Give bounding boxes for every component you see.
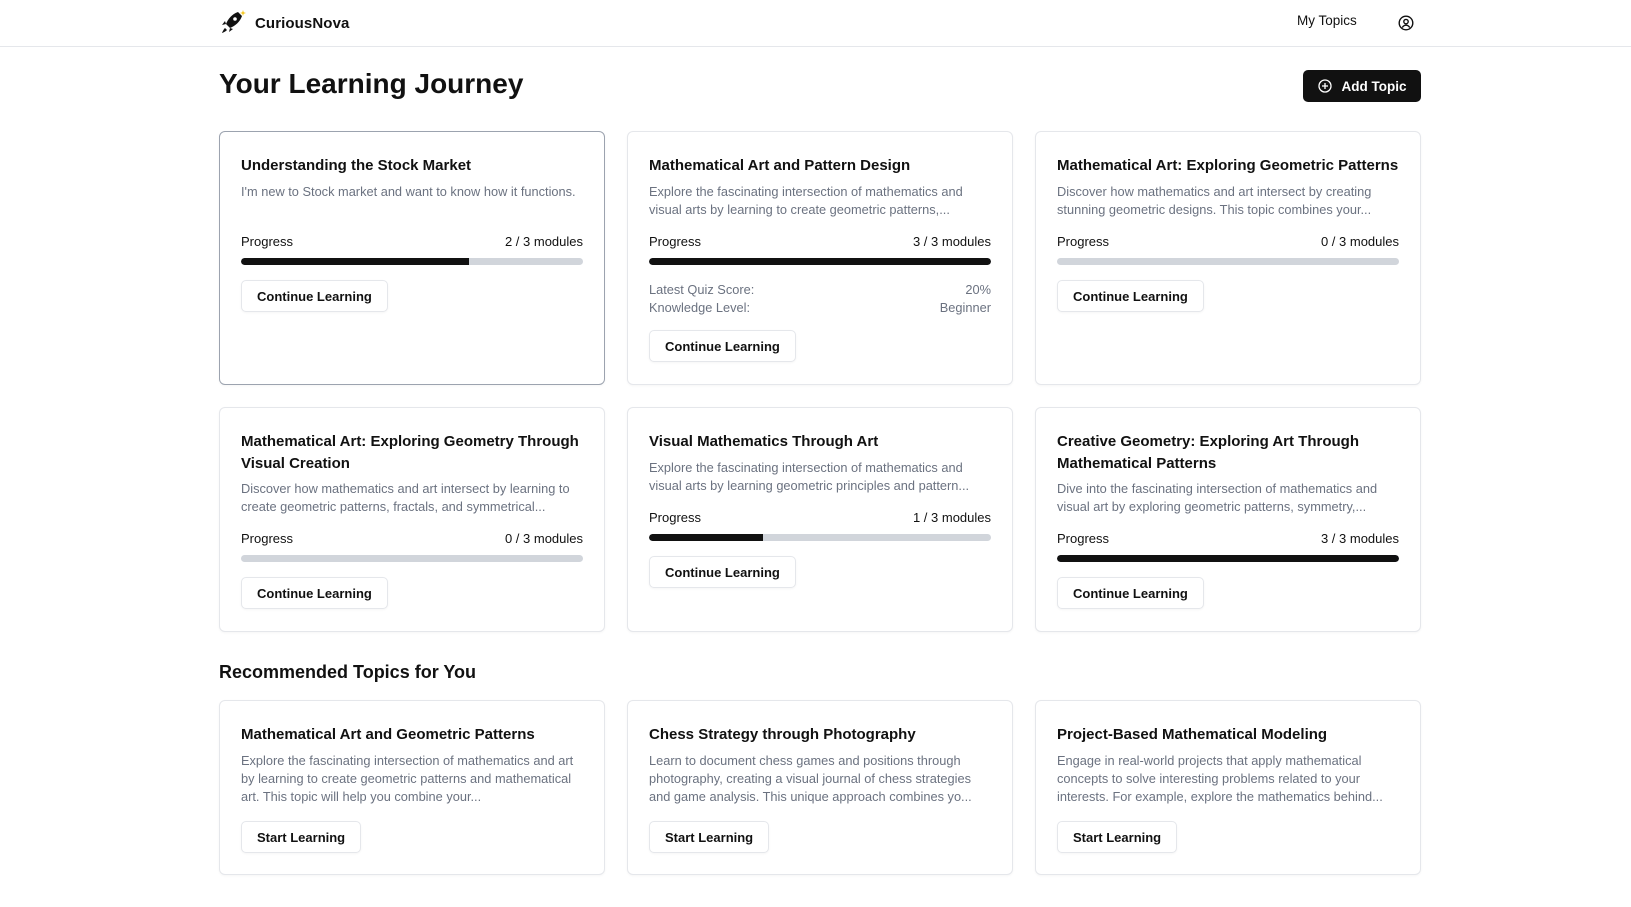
topic-title: Visual Mathematics Through Art <box>649 433 879 450</box>
recommended-description: Engage in real-world projects that apply mathematical concepts to solve interesting problems related to your interests. For example, explore the mathematics behind... <box>1057 753 1383 804</box>
app-name: CuriousNova <box>255 14 350 32</box>
recommended-title: Project-Based Mathematical Modeling <box>1057 726 1328 743</box>
start-learning-button[interactable]: Start Learning <box>649 821 769 853</box>
continue-learning-button[interactable]: Continue Learning <box>649 556 796 588</box>
progress-label: Progress <box>1057 234 1110 249</box>
topic-description: Discover how mathematics and art intersect by learning to create geometric patterns, fractals, and symmetrical... <box>241 481 570 514</box>
progress-bar <box>241 258 583 265</box>
progress-fill <box>1057 555 1399 562</box>
recommended-description: Explore the fascinating intersection of mathematics and art by learning to create geometric patterns and mathematical art. This topic will help you combine your... <box>241 753 574 804</box>
start-learning-button[interactable]: Start Learning <box>241 821 361 853</box>
topic-card[interactable] <box>627 131 1013 385</box>
progress-label: Progress <box>649 510 702 525</box>
progress-bar <box>1057 258 1399 265</box>
progress-count: 3 / 3 modules <box>912 234 991 249</box>
progress-fill <box>241 258 469 265</box>
progress-label: Progress <box>241 531 294 546</box>
progress-fill <box>649 258 991 265</box>
progress-count: 3 / 3 modules <box>1320 531 1399 546</box>
recommended-description: Learn to document chess games and positions through photography, creating a visual journal of chess strategies and game analysis. This unique approach combines yo... <box>649 753 972 804</box>
topic-card[interactable] <box>1035 407 1421 632</box>
topic-description: Explore the fascinating intersection of mathematics and visual arts by learning to create geometric patterns,... <box>649 184 963 217</box>
topic-card[interactable] <box>1035 131 1421 385</box>
plus-circle-icon <box>1318 79 1332 93</box>
user-circle-icon <box>1398 15 1414 31</box>
knowledge-level-value: Beginner <box>939 300 991 315</box>
topic-title: Understanding the Stock Market <box>241 157 472 174</box>
topic-title: Creative Geometry: Exploring Art Through Mathematical Patterns <box>1057 433 1359 472</box>
recommended-title: Mathematical Art and Geometric Patterns <box>241 726 535 743</box>
progress-count: 2 / 3 modules <box>504 234 583 249</box>
progress-label: Progress <box>1057 531 1110 546</box>
rocket-icon <box>218 9 246 37</box>
recommended-card[interactable] <box>627 700 1013 875</box>
add-topic-button[interactable] <box>1303 70 1421 102</box>
recommended-card[interactable] <box>1035 700 1421 875</box>
topic-description: Explore the fascinating intersection of mathematics and visual arts by learning geometric principles and pattern... <box>649 460 970 493</box>
continue-learning-button[interactable]: Continue Learning <box>649 330 796 362</box>
page-title: Your Learning Journey <box>219 68 524 99</box>
progress-bar <box>649 534 991 541</box>
recommended-title: Chess Strategy through Photography <box>649 726 916 743</box>
quiz-score-label: Latest Quiz Score: <box>649 282 755 297</box>
progress-bar <box>1057 555 1399 562</box>
topic-title: Mathematical Art: Exploring Geometry Through Visual Creation <box>241 433 579 472</box>
progress-count: 0 / 3 modules <box>504 531 583 546</box>
add-topic-label: Add Topic <box>1341 78 1407 94</box>
continue-learning-button[interactable]: Continue Learning <box>241 577 388 609</box>
topic-card[interactable] <box>219 407 605 632</box>
topic-title: Mathematical Art: Exploring Geometric Patterns <box>1057 157 1399 174</box>
continue-learning-button[interactable]: Continue Learning <box>241 280 388 312</box>
progress-bar <box>241 555 583 562</box>
brand[interactable] <box>218 8 349 38</box>
topic-description: I'm new to Stock market and want to know how it functions. <box>241 184 576 199</box>
progress-fill <box>649 534 763 541</box>
continue-learning-button[interactable]: Continue Learning <box>1057 577 1204 609</box>
topic-card[interactable] <box>219 131 605 385</box>
progress-bar <box>649 258 991 265</box>
progress-count: 0 / 3 modules <box>1320 234 1399 249</box>
recommended-card[interactable] <box>219 700 605 875</box>
topic-card[interactable] <box>627 407 1013 632</box>
topic-description: Dive into the fascinating intersection of mathematics and visual art by exploring geometric patterns, symmetry,... <box>1057 481 1378 514</box>
start-learning-button[interactable]: Start Learning <box>1057 821 1177 853</box>
quiz-score-value: 20% <box>965 282 991 297</box>
knowledge-level-label: Knowledge Level: <box>649 300 751 315</box>
nav-my-topics[interactable]: My Topics <box>1297 13 1357 28</box>
recommended-section-title: Recommended Topics for You <box>219 662 477 682</box>
continue-learning-button[interactable]: Continue Learning <box>1057 280 1204 312</box>
topic-description: Discover how mathematics and art intersect by creating stunning geometric designs. This topic combines your... <box>1057 184 1372 217</box>
progress-label: Progress <box>649 234 702 249</box>
user-menu-button[interactable] <box>1395 12 1417 34</box>
topic-title: Mathematical Art and Pattern Design <box>649 157 911 174</box>
top-navigation-bar <box>0 0 1631 47</box>
progress-count: 1 / 3 modules <box>912 510 991 525</box>
progress-label: Progress <box>241 234 294 249</box>
